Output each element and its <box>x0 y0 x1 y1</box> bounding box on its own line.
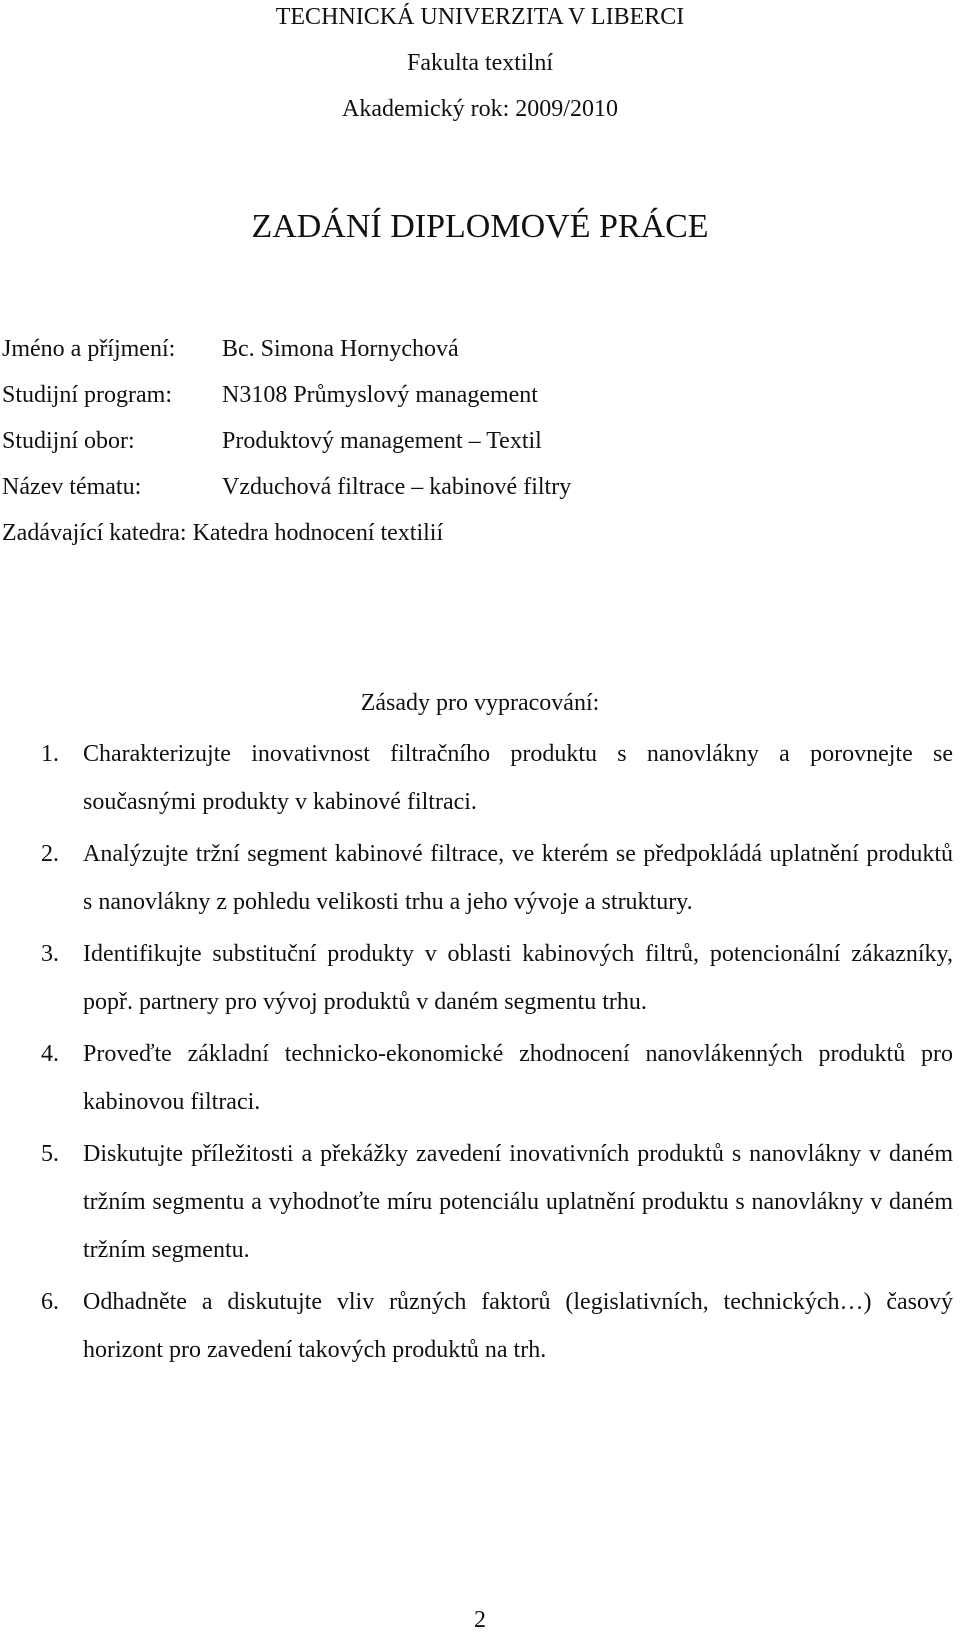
info-value-field: Produktový management – Textil <box>222 428 542 454</box>
info-value-name: Bc. Simona Hornychová <box>222 336 459 362</box>
list-item <box>41 930 953 1026</box>
document-title: ZADÁNÍ DIPLOMOVÉ PRÁCE <box>251 208 709 245</box>
faculty-name: Fakulta textilní <box>407 50 553 76</box>
info-label-topic: Název tématu: <box>2 474 142 500</box>
list-item <box>41 1030 953 1126</box>
list-item-text: Charakterizujte inovativnost filtračního produktu s nanovlákny a porovnejte se současnými produkty v kabinové filtraci. <box>83 741 953 815</box>
info-value-program: N3108 Průmyslový management <box>222 382 538 408</box>
university-name: TECHNICKÁ UNIVERZITA V LIBERCI <box>275 4 685 30</box>
list-item <box>41 1130 953 1274</box>
list-item-text: Odhadněte a diskutujte vliv různých faktorů (legislativních, technických…) časový horizont pro zavedení takových produktů na trh. <box>83 1289 953 1363</box>
list-item <box>41 830 953 926</box>
list-item-number: 6. <box>41 1289 59 1315</box>
info-label-program: Studijní program: <box>2 382 172 408</box>
info-label-field: Studijní obor: <box>2 428 135 454</box>
list-item-number: 5. <box>41 1141 59 1167</box>
info-label-name: Jméno a příjmení: <box>2 336 176 362</box>
list-item-text: Proveďte základní technicko-ekonomické zhodnocení nanovlákenných produktů pro kabinovou filtraci. <box>83 1041 953 1115</box>
info-value-topic: Vzduchová filtrace – kabinové filtry <box>222 474 572 500</box>
info-row-department <box>2 520 443 547</box>
list-item-number: 4. <box>41 1041 59 1067</box>
academic-year: Akademický rok: 2009/2010 <box>342 96 618 122</box>
info-value-department: Katedra hodnocení textilií <box>192 520 444 546</box>
info-label-department: Zadávající katedra: <box>2 520 187 546</box>
principles-title: Zásady pro vypracování: <box>360 690 600 716</box>
page-number: 2 <box>474 1607 486 1633</box>
list-item-number: 3. <box>41 941 59 967</box>
list-item-text: Diskutujte příležitosti a překážky zavedení inovativních produktů s nanovlákny v daném tržním segmentu a vyhodnoťte míru potenciálu uplatnění produktu s nanovlákny v daném tržním segmentu. <box>83 1141 953 1263</box>
list-item <box>41 1278 953 1374</box>
list-item-text: Analýzujte tržní segment kabinové filtrace, ve kterém se předpokládá uplatnění produktů s nanovlákny z pohledu velikosti trhu a jeho vývoje a struktury. <box>83 841 953 915</box>
list-item-number: 1. <box>41 741 59 767</box>
list-item-text: Identifikujte substituční produkty v oblasti kabinových filtrů, potencionální zákazníky, popř. partnery pro vývoj produktů v daném segmentu trhu. <box>83 941 953 1015</box>
principles-list <box>41 730 953 1378</box>
list-item-number: 2. <box>41 841 59 867</box>
list-item <box>41 730 953 826</box>
